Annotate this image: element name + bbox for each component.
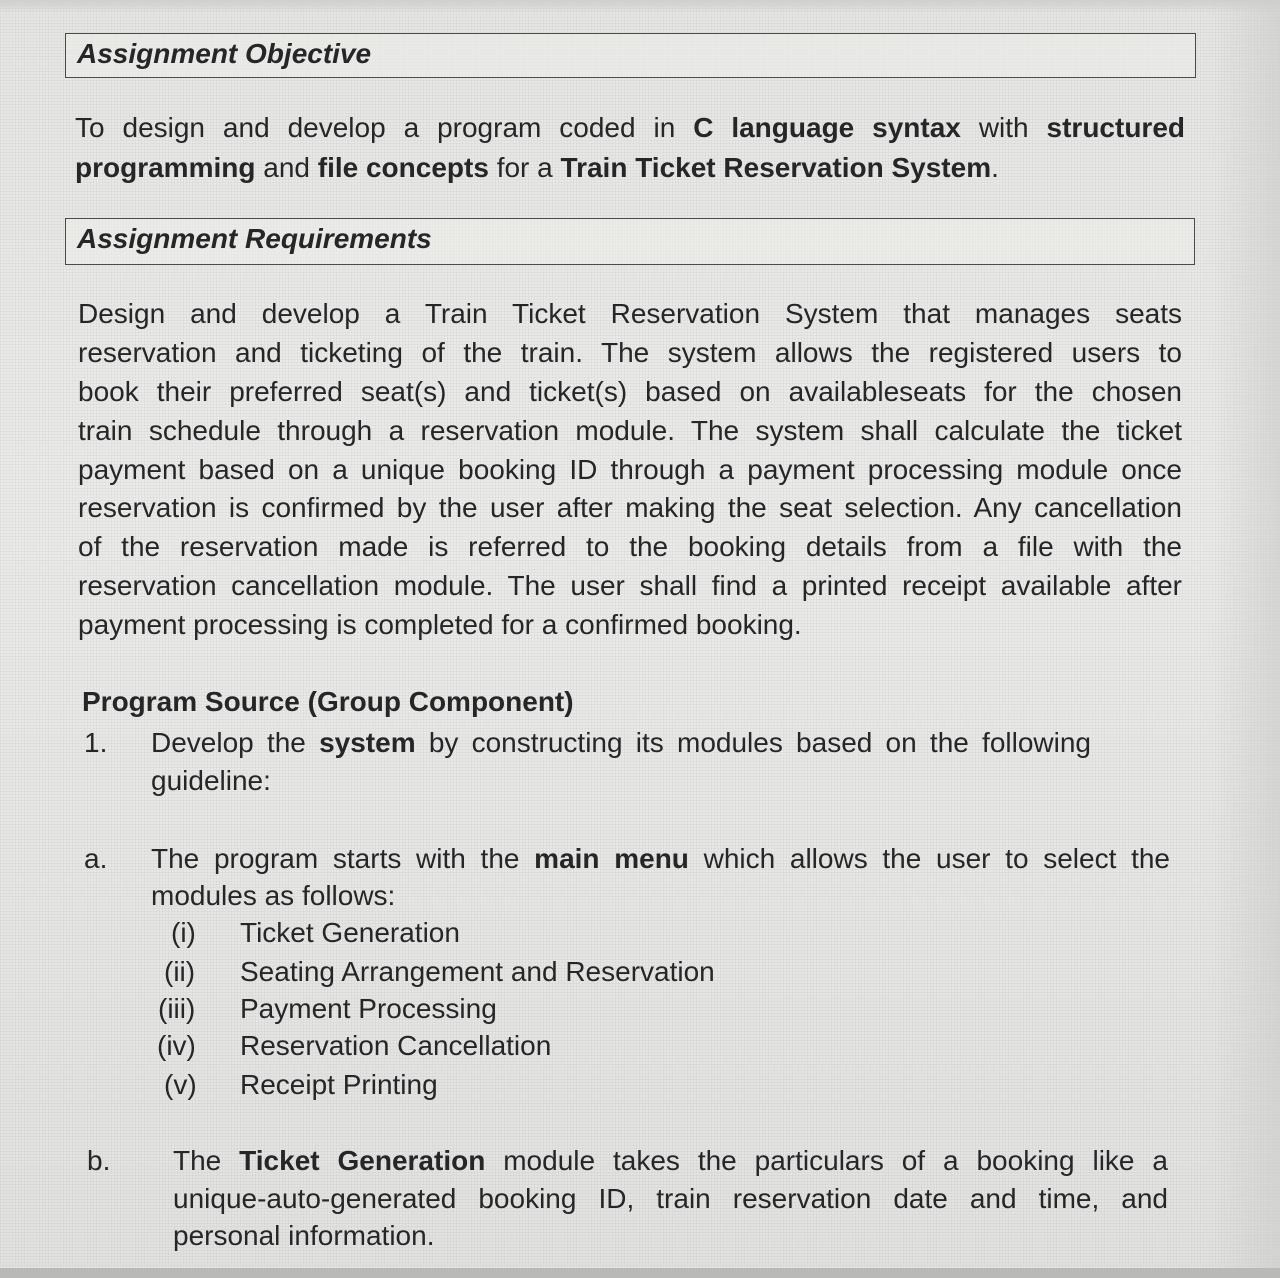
objective-heading: Assignment Objective bbox=[77, 38, 372, 69]
item-a-line-2: modules as follows: bbox=[151, 880, 396, 911]
objective-line-1: To design and develop a program coded in C language syntax with structured bbox=[75, 112, 1185, 143]
item-1-line-1: Develop the system by constructing its modules based on the following bbox=[151, 727, 1091, 758]
item-a-text bbox=[151, 843, 1170, 919]
requirements-line: train schedule through a reservation module. The system shall calculate the ticket bbox=[78, 415, 1182, 446]
objective-paragraph bbox=[75, 112, 1185, 192]
item-a-line-1: The program starts with the main menu which allows the user to select the bbox=[151, 843, 1170, 874]
objective-heading-box bbox=[65, 33, 1196, 78]
module-label: Reservation Cancellation bbox=[240, 1030, 552, 1061]
requirements-line: payment processing is completed for a confirmed booking. bbox=[78, 609, 802, 640]
module-label: Ticket Generation bbox=[240, 917, 460, 948]
module-label: Seating Arrangement and Reservation bbox=[240, 956, 715, 987]
requirements-heading-box bbox=[65, 218, 1195, 265]
item-a-letter: a. bbox=[84, 843, 108, 874]
item-b-letter: b. bbox=[87, 1145, 111, 1176]
module-numeral: (iii) bbox=[158, 993, 196, 1024]
requirements-line: payment based on a unique booking ID through a payment processing module once bbox=[78, 454, 1182, 485]
screen-bottom-edge bbox=[0, 1268, 1280, 1278]
requirements-line: reservation is confirmed by the user after making the seat selection. Any cancellation bbox=[78, 492, 1182, 523]
requirements-heading: Assignment Requirements bbox=[77, 223, 432, 254]
objective-line-2: programming and file concepts for a Train Ticket Reservation System. bbox=[75, 152, 999, 183]
module-numeral: (ii) bbox=[164, 956, 196, 987]
module-label: Receipt Printing bbox=[240, 1069, 438, 1100]
item-1-number: 1. bbox=[84, 727, 108, 758]
requirements-line: book their preferred seat(s) and ticket(s) based on availableseats for the chosen bbox=[78, 376, 1182, 407]
page-right-shadow bbox=[1210, 0, 1280, 1278]
page-top-edge bbox=[0, 0, 1280, 14]
program-source-heading: Program Source (Group Component) bbox=[82, 686, 574, 717]
requirements-line: of the reservation made is referred to the booking details from a file with the bbox=[78, 531, 1182, 562]
requirements-line: Design and develop a Train Ticket Reservation System that manages seats bbox=[78, 298, 1182, 329]
requirements-line: reservation and ticketing of the train. The system allows the registered users to bbox=[78, 337, 1182, 368]
item-1-text bbox=[151, 727, 1091, 803]
item-b-line-3: personal information. bbox=[173, 1220, 435, 1251]
module-numeral: (iv) bbox=[157, 1030, 196, 1061]
requirements-line: reservation cancellation module. The user shall find a printed receipt available after bbox=[78, 570, 1182, 601]
item-b-line-2: unique-auto-generated booking ID, train reservation date and time, and bbox=[173, 1183, 1168, 1214]
module-numeral: (v) bbox=[164, 1069, 197, 1100]
module-numeral: (i) bbox=[171, 917, 196, 948]
module-label: Payment Processing bbox=[240, 993, 497, 1024]
item-b-text bbox=[173, 1145, 1168, 1259]
requirements-paragraph bbox=[78, 298, 1182, 648]
item-1-line-2: guideline: bbox=[151, 765, 271, 796]
item-b-line-1: The Ticket Generation module takes the particulars of a booking like a bbox=[173, 1145, 1168, 1176]
